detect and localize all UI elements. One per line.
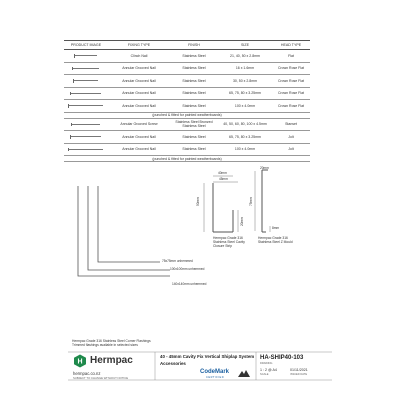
scale-value: 1 : 2 @ A4 (260, 368, 277, 372)
drawing-title: 40 - 45mm Cavity Fix Vertical Shiplap System (160, 354, 255, 359)
head-type-cell: Crown Rose Flat (272, 62, 310, 75)
drawing-number: HA-SHIP40-103 (260, 355, 304, 361)
flashing-label: 75x75mm unhemmed (162, 259, 193, 263)
finish-cell: Stainless Steel Bronzed Stainless Steel (170, 118, 218, 131)
table-note: (punched & fitted for painted weatherboards) (64, 156, 310, 162)
header-fixing-type: FIXING TYPE (108, 41, 170, 50)
fixing-type-cell: Annular Grooved Screw (108, 118, 170, 131)
finish-cell: Stainless Steel (170, 143, 218, 156)
caption-line: Hermpac Grade 316 Stainless Steel Corner Flashings (72, 339, 151, 343)
fixing-type-cell: Annular Grooved Nail (108, 143, 170, 156)
caption-line: Hermpac Grade 316 (258, 236, 288, 240)
mountain-logo-icon (238, 369, 250, 377)
dim-foot: 8mm (272, 226, 280, 230)
head-type-cell: Jolt (272, 143, 310, 156)
head-type-cell: Crown Rose Flat (272, 87, 310, 100)
fixing-type-cell: Annular Grooved Nail (108, 75, 170, 88)
scale-label: SCALE (260, 373, 269, 376)
size-cell: 21, 40, 50 x 2.8mm (218, 50, 272, 63)
head-type-cell: Jolt (272, 131, 310, 144)
caption-line: Trimmed flashings available in selected sizes (72, 343, 138, 347)
fixing-type-cell: Clinch Nail (108, 50, 170, 63)
issued-date: 01/11/2021 (290, 368, 308, 372)
drawing-label: DRAWING (260, 362, 273, 365)
finish-cell: Stainless Steel (170, 62, 218, 75)
header-size: SIZE (218, 41, 272, 50)
caption-line: Hermpac Grade 316 (213, 236, 243, 240)
size-cell: 65, 75, 80 x 3.25mm (218, 87, 272, 100)
closure-strip-caption (213, 236, 263, 248)
caption-line: Stainless Steel Cavity (213, 240, 245, 244)
z-mould-caption (258, 236, 308, 244)
finish-cell: Stainless Steel (170, 50, 218, 63)
z-mould-drawing (255, 170, 270, 232)
finish-cell: Stainless Steel (170, 131, 218, 144)
flashing-label: 140x140mm unhemmed (172, 282, 207, 286)
finish-cell: Stainless Steel (170, 100, 218, 113)
size-cell: 30, 50 x 2.8mm (218, 75, 272, 88)
fixing-type-cell: Annular Grooved Nail (108, 100, 170, 113)
svg-text:H: H (77, 358, 83, 366)
disclaimer: SUBJECT TO CHANGE WITHOUT NOTICE (73, 376, 129, 380)
codemark-logo: CodeMark (200, 369, 230, 375)
flashing-label: 100x100mm unhemmed (170, 267, 205, 271)
fixing-type-cell: Annular Grooved Nail (108, 87, 170, 100)
size-cell: 16 x 1.6mm (218, 62, 272, 75)
codemark-certified: CERTIFIED (206, 376, 225, 379)
fixing-type-cell: Annular Grooved Nail (108, 62, 170, 75)
header-product-image: PRODUCT IMAGE (64, 41, 108, 50)
header-finish: FINISH (170, 41, 218, 50)
hermpac-logo-icon (73, 354, 87, 368)
brand-name: Hermpac (90, 355, 133, 366)
head-type-cell: Flat (272, 50, 310, 63)
size-cell: 100 x 4.0mm (218, 143, 272, 156)
size-cell: 100 x 4.0mm (218, 100, 272, 113)
caption-line: Closure Strip (213, 244, 233, 248)
head-type-cell: Crown Rose Flat (272, 75, 310, 88)
table-note: (punched & fitted for painted weatherboards) (64, 112, 310, 118)
cavity-closure-strip-drawing (204, 176, 238, 232)
head-type-cell: Crown Rose Flat (272, 100, 310, 113)
dim-top-a: 40mm (218, 171, 227, 175)
finish-cell: Stainless Steel (170, 87, 218, 100)
issued-date-label: ISSUED DATE (290, 373, 308, 376)
size-cell: 40, 50, 60, 80, 100 x 4.5mm (218, 118, 272, 131)
corner-flashings-drawing (78, 186, 170, 276)
website-link[interactable]: hermpac.co.nz (73, 371, 101, 376)
dim-side: 50mm (196, 197, 200, 206)
caption-line: Stainless Steel Z Mould (258, 240, 293, 244)
finish-cell: Stainless Steel (170, 75, 218, 88)
dim-top-b: 45mm (219, 177, 228, 181)
drawing-subtitle: Accessories (160, 361, 186, 366)
flashings-caption (72, 339, 151, 347)
header-head-type: HEAD TYPE (272, 41, 310, 50)
dim-top: 20mm (260, 166, 269, 170)
dim-inner: 20mm (240, 217, 244, 226)
size-cell: 65, 75, 80 x 3.25mm (218, 131, 272, 144)
fixing-type-cell: Annular Grooved Nail (108, 131, 170, 144)
dim-side: 75mm (249, 197, 253, 206)
head-type-cell: Stanset (272, 118, 310, 131)
